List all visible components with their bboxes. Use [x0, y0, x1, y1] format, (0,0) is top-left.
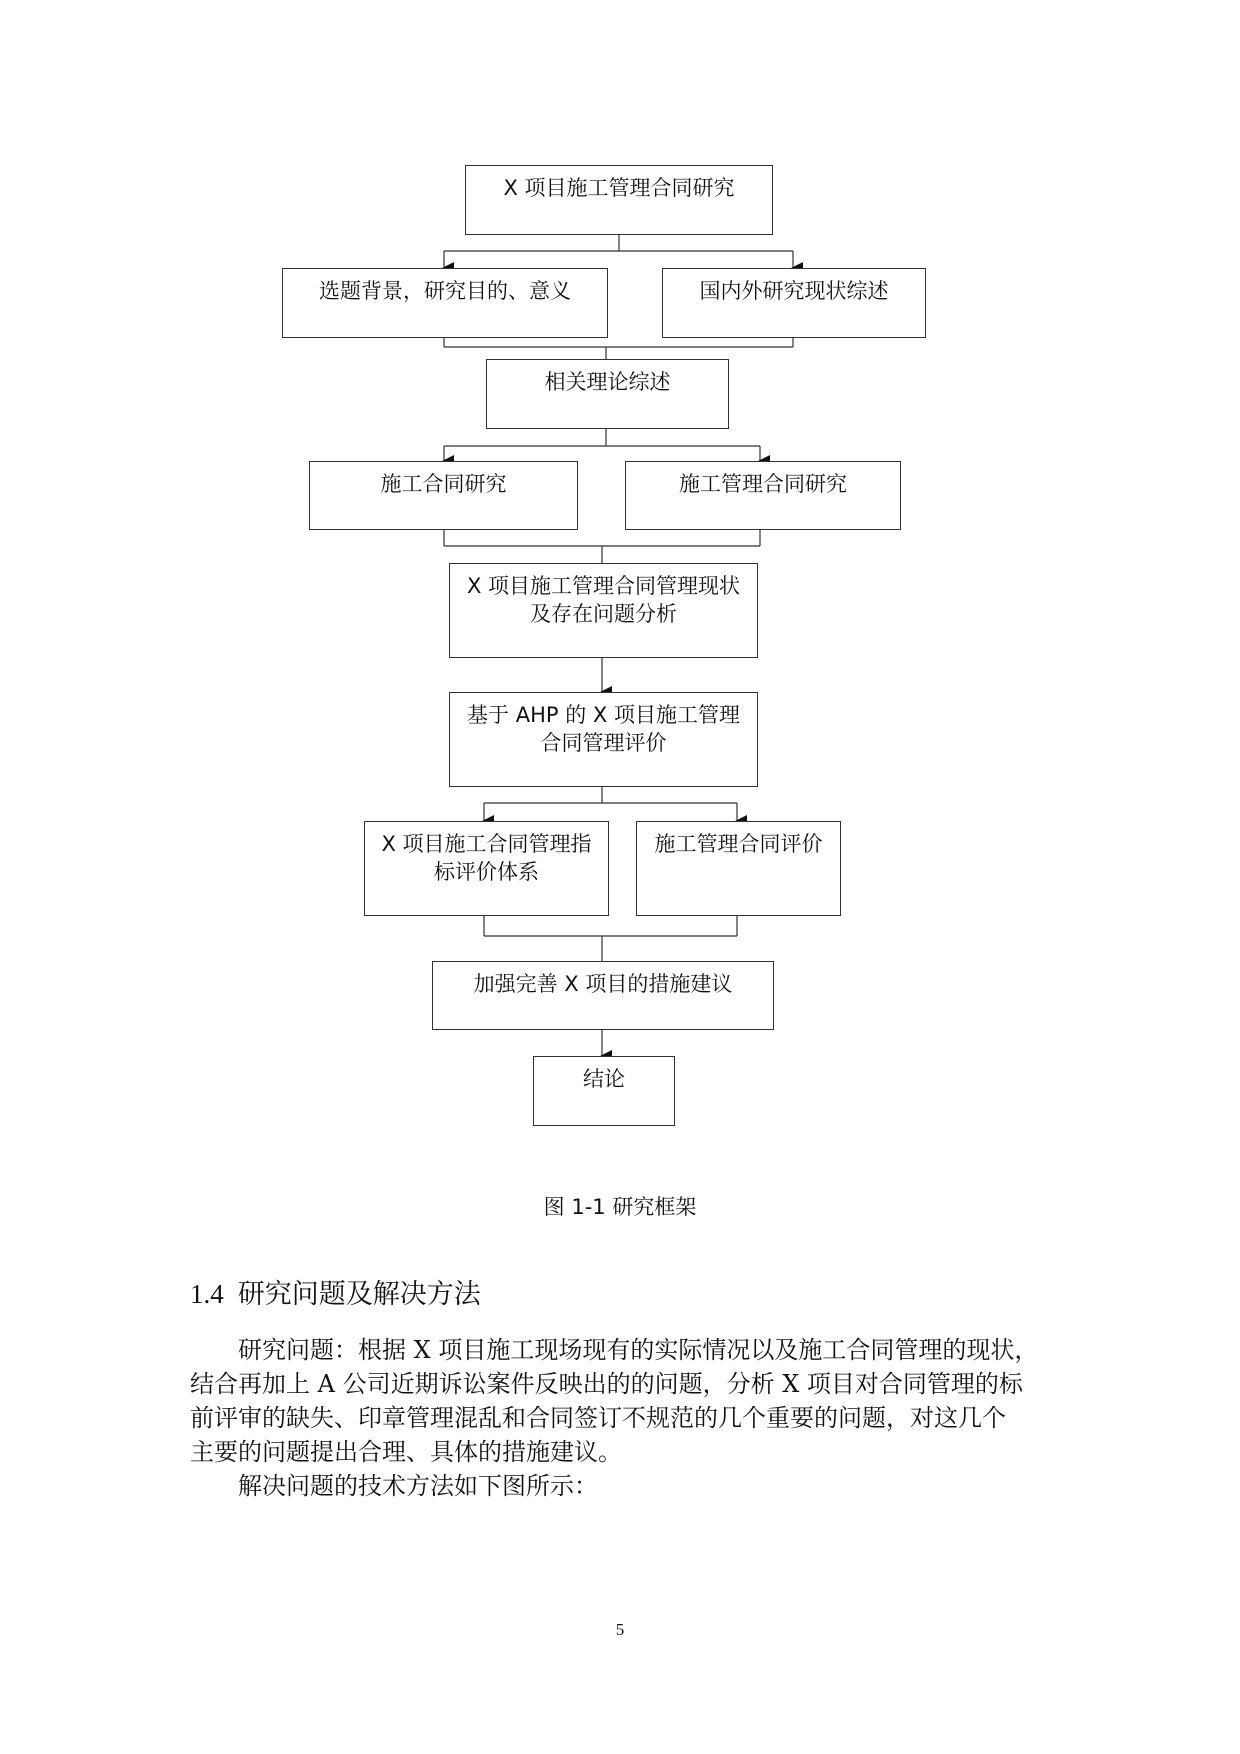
flow-box-status-analysis-line1: X 项目施工管理合同管理现状: [466, 574, 741, 598]
flow-box-background-label: 选题背景，研究目的、意义: [319, 279, 571, 303]
flow-box-ahp-evaluation-line2: 合同管理评价: [540, 731, 667, 755]
flow-box-ahp-evaluation: [449, 692, 758, 787]
section-title: 研究问题及解决方法: [237, 1279, 481, 1310]
flow-box-theory-label: 相关理论综述: [544, 370, 671, 394]
flow-box-index-system: [364, 821, 609, 916]
figure-caption: 图 1-1 研究框架: [543, 1195, 697, 1219]
flow-box-construction-contract: [309, 461, 578, 530]
flow-box-management-contract-label: 施工管理合同研究: [679, 472, 847, 496]
paragraph-line: 研究问题：根据 X 项目施工现场现有的实际情况以及施工合同管理的现状，: [238, 1336, 1039, 1364]
flow-box-background: [282, 268, 608, 338]
page-number: 5: [615, 1620, 625, 1639]
flow-box-contract-evaluation: [636, 821, 841, 916]
flow-box-status-analysis-line2: 及存在问题分析: [530, 602, 677, 626]
paragraph-line: 解决问题的技术方法如下图所示：: [238, 1472, 598, 1500]
flow-box-top: [465, 165, 773, 235]
paragraph-research-question: [190, 1333, 1060, 1469]
section-heading: [190, 1272, 481, 1311]
flow-box-management-contract: [625, 461, 901, 530]
flow-box-status-analysis: [449, 563, 758, 658]
flow-box-index-system-line2: 标评价体系: [434, 860, 539, 884]
paragraph-line: 结合再加上 A 公司近期诉讼案件反映出的的问题，分析 X 项目对合同管理的标: [190, 1370, 1023, 1398]
flow-box-measures: [432, 961, 774, 1030]
flow-box-construction-contract-label: 施工合同研究: [380, 472, 507, 496]
flow-box-contract-evaluation-label: 施工管理合同评价: [654, 832, 823, 856]
flow-box-conclusion: [533, 1056, 675, 1126]
paragraph-line: 前评审的缺失、印章管理混乱和合同签订不规范的几个重要的问题，对这几个: [190, 1404, 1006, 1432]
flow-box-literature: [662, 268, 926, 338]
flow-box-literature-label: 国内外研究现状综述: [699, 279, 889, 303]
flow-box-measures-label: 加强完善 X 项目的措施建议: [473, 972, 733, 996]
flow-box-index-system-line1: X 项目施工合同管理指: [381, 832, 592, 856]
paragraph-method-intro: [190, 1469, 1060, 1503]
section-number: 1.4: [190, 1279, 224, 1309]
flow-box-top-label: X 项目施工管理合同研究: [503, 176, 735, 200]
flow-box-theory: [486, 359, 729, 429]
paragraph-line: 主要的问题提出合理、具体的措施建议。: [190, 1438, 622, 1466]
flow-box-ahp-evaluation-line1: 基于 AHP 的 X 项目施工管理: [467, 703, 740, 727]
flow-box-conclusion-label: 结论: [583, 1067, 625, 1091]
